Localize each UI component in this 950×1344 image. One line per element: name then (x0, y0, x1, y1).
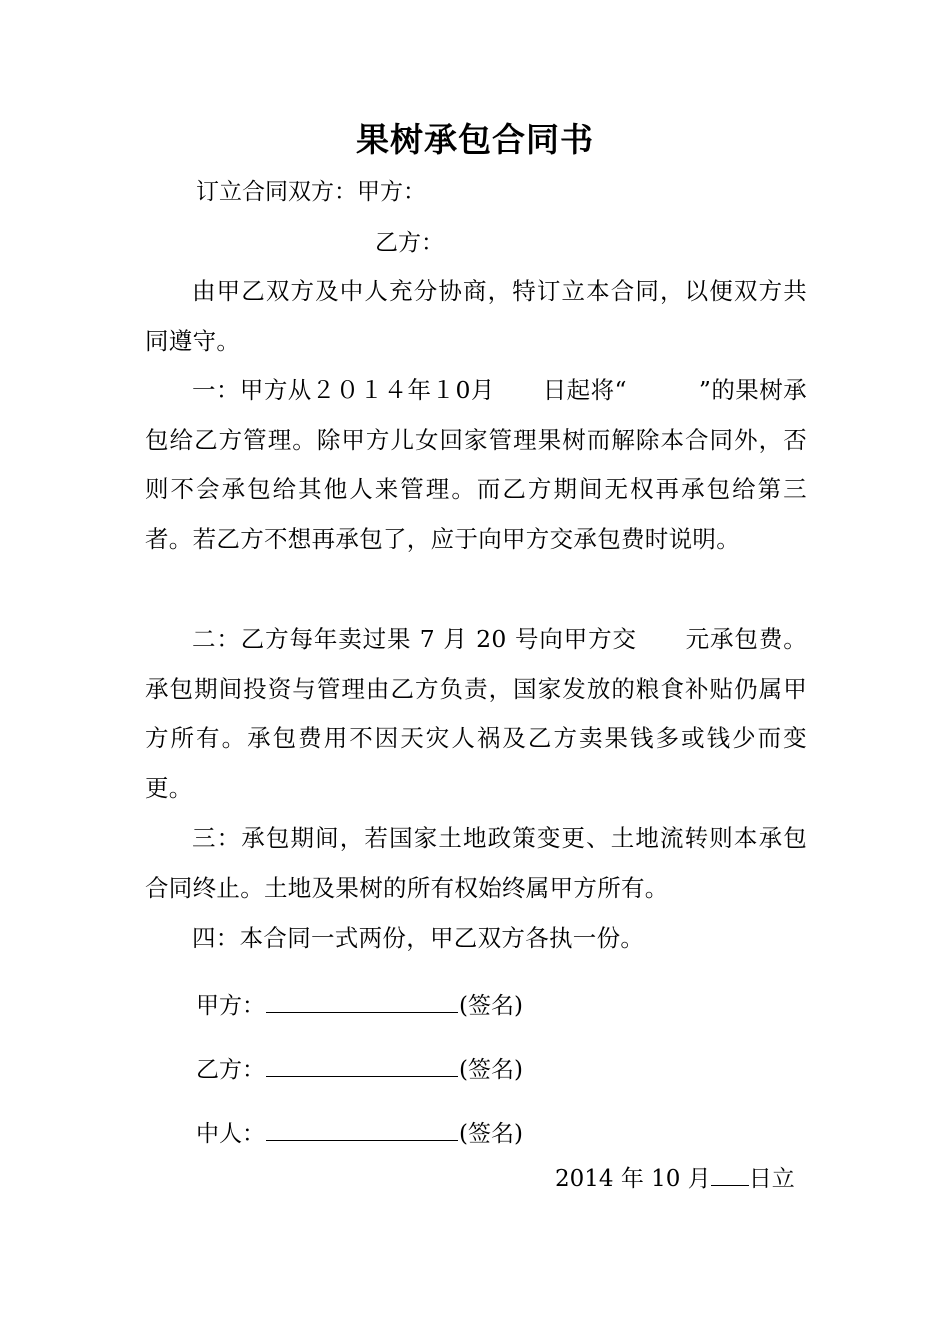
signature-blank-party-a[interactable] (266, 990, 458, 1013)
parties-line-party-a: 订立合同双方：甲方： (196, 179, 426, 205)
signature-suffix: (签名) (459, 1121, 523, 1147)
intro-paragraph: 由甲乙双方及中人充分协商，特订立本合同，以便双方共同遵守。 (145, 277, 807, 355)
date-day-blank[interactable] (711, 1163, 749, 1186)
signature-label: 乙方： (196, 1057, 265, 1083)
signature-label: 甲方： (196, 993, 265, 1019)
parties-line-party-b: 乙方： (375, 230, 444, 256)
clause-2-paragraph: 二：乙方每年卖过果 7 月 20 号向甲方交 元承包费。承包期间投资与管理由乙方负责，国家发放的粮食补贴仍属甲方所有。承包费用不因天灾人祸及乙方卖果钱多或钱少而变更。 (145, 625, 807, 803)
date-suffix: 日立 (748, 1166, 795, 1192)
signature-suffix: (签名) (459, 1057, 523, 1083)
signature-label: 中人： (196, 1121, 265, 1147)
signature-row-party-b (196, 1054, 523, 1085)
clause-3-paragraph: 三：承包期间，若国家土地政策变更、土地流转则本承包合同终止。土地及果树的所有权始终属甲方所有。 (145, 824, 807, 902)
clause-1-paragraph: 一：甲方从２０１４年１0月 日起将“ ”的果树承包给乙方管理。除甲方儿女回家管理果树而解除本合同外，否则不会承包给其他人来管理。而乙方期间无权再承包给第三者。若乙方不想再承包了，应于向甲方交承包费时说明。 (145, 376, 807, 554)
date-prefix: 2014 年 10 月 (555, 1166, 711, 1192)
signature-blank-party-b[interactable] (266, 1054, 458, 1077)
signature-suffix: (签名) (459, 993, 523, 1019)
contract-date (555, 1163, 795, 1194)
signature-blank-middleman[interactable] (266, 1118, 458, 1141)
signature-row-party-a (196, 990, 523, 1021)
signature-row-middleman (196, 1118, 523, 1149)
clause-4-paragraph: 四：本合同一式两份，甲乙双方各执一份。 (192, 924, 645, 952)
document-title: 果树承包合同书 (356, 120, 594, 159)
